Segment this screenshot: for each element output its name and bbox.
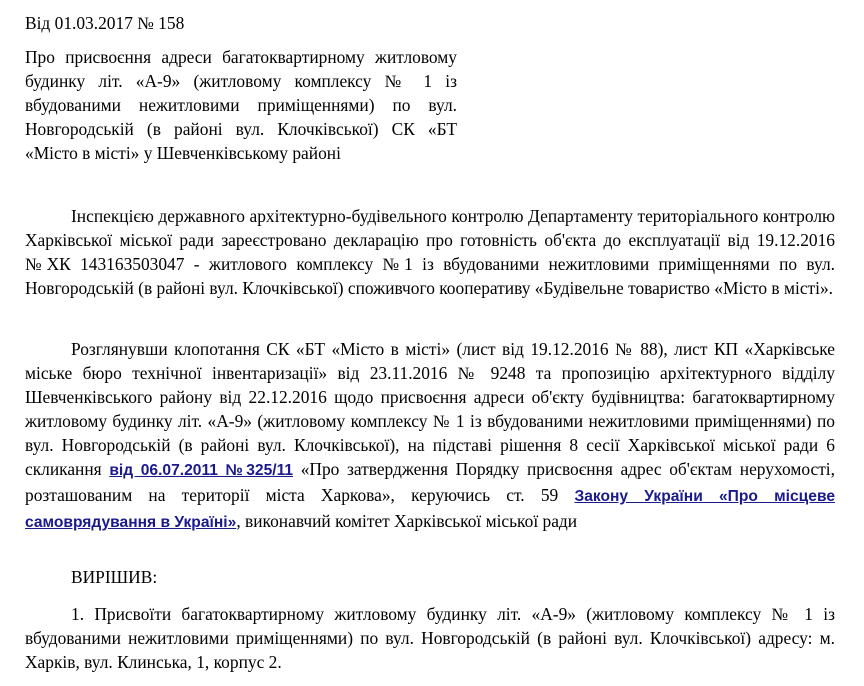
resolution-heading: ВИРІШИВ: — [71, 567, 158, 587]
decision-325-link[interactable]: від 06.07.2011 №325/11 — [109, 462, 294, 479]
law-local-government-link[interactable]: Закону України «Про місцеве самоврядування в Україні» — [25, 488, 835, 531]
decision-date-number: Від 01.03.2017 № 158 — [25, 13, 185, 33]
resolution-item-1: 1. Присвоїти багатоквартирному житловому будинку літ. «А-9» (житловому комплексу № 1 із вбудованими нежитловими приміщеннями) по вул. Новгородській (в районі вул. Клочківської) адресу: м. Харків, вул. Клинська, 1, корпус 2. — [25, 604, 835, 672]
paragraph-considering-text-end: , виконавчий комітет Харківської міської ради — [236, 511, 578, 531]
paragraph-considering-text-middle: «Про затвердження Порядку присвоєння адрес об'єктам нерухомості, розташованим на території міста Харкова», керуючись ст. 59 — [25, 459, 835, 505]
paragraph-considering-text-start: Розглянувши клопотання СК «БТ «Місто в місті» (лист від 19.12.2016 № 88), лист КП «Харківське міське бюро технічної інвентаризації» від 23.11.2016 № 9248 та пропозицію архітектурного відділу Шевченківського району від 22.12.2016 щодо присвоєння адреси об'єкту будівництва: багатоквартирному житловому будинку літ. «А-9» (житловому комплексу № 1 із вбудованими нежитловими приміщеннями) по вул. Новгородській (в районі вул. Клочківської), на підставі рішення 8 сесії Харківської міської ради 6 скликання — [25, 339, 835, 479]
paragraph-considering — [25, 337, 835, 535]
paragraph-inspection: Інспекцією державного архітектурно-будівельного контролю Департаменту територіального контролю Харківської міської ради зареєстровано декларацію про готовність об'єкта до експлуатації від 19.12.2016 №ХК 143163503047 - житлового комплексу №1 із вбудованими нежитловими приміщеннями по вул. Новгородській (в районі вул. Клочківської) споживчого кооперативу «Будівельне товариство «Місто в місті». — [25, 206, 835, 298]
decision-title: Про присвоєння адреси багатоквартирному житловому будинку літ. «А-9» (житловому комплексу № 1 із вбудованими нежитловими приміщеннями) по вул. Новгородській (в районі вул. Клочківської) СК «БТ «Місто в місті» у Шевченківському районі — [25, 47, 457, 163]
